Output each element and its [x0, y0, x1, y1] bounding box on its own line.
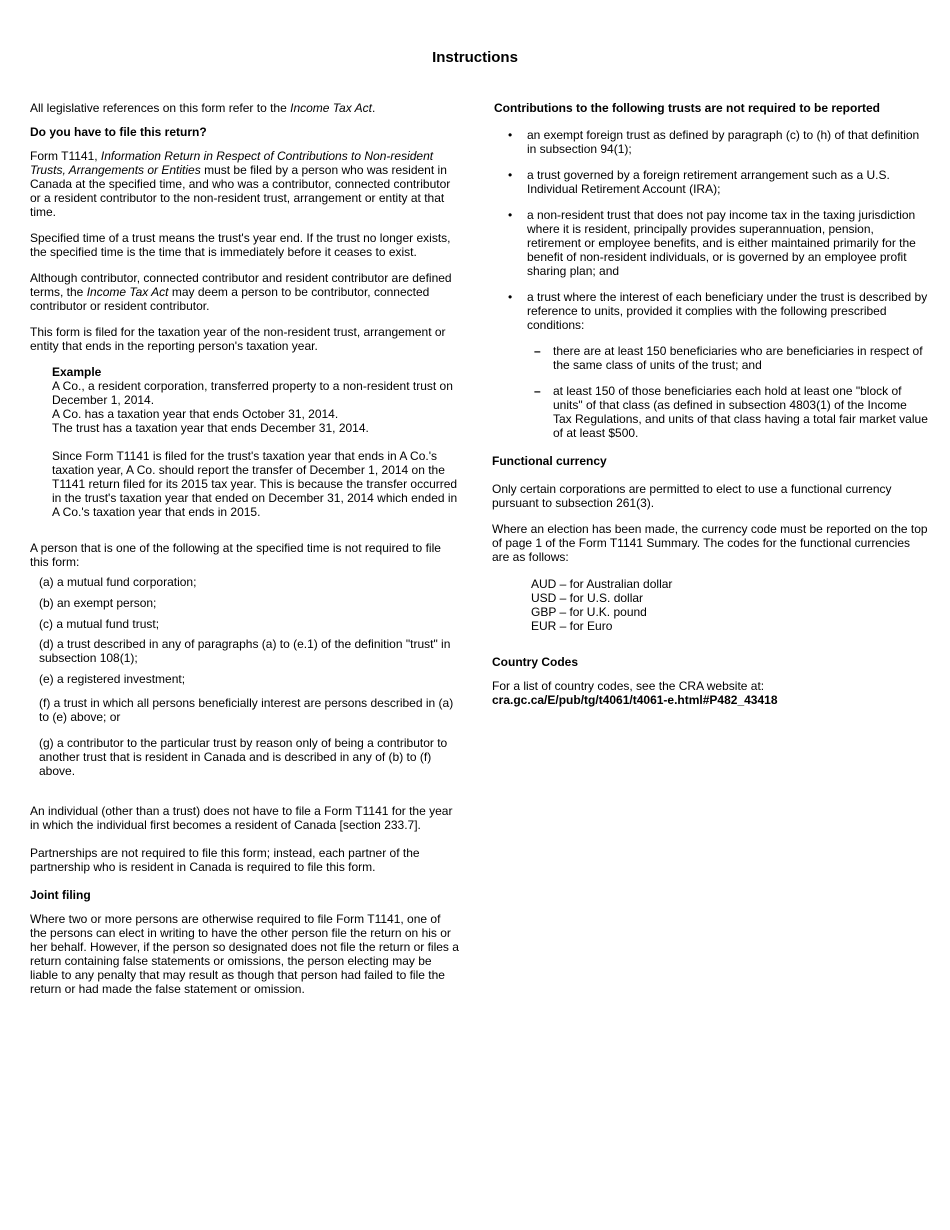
heading-file-return: Do you have to file this return?: [30, 125, 207, 139]
exempt-item-c: (c) a mutual fund trust;: [39, 617, 160, 631]
country-paragraph: For a list of country codes, see the CRA website at:: [492, 679, 765, 693]
currency-paragraph-1: Only certain corporations are permitted to elect to use a functional currency pursuant to subsection 261(3).: [492, 482, 892, 510]
example-line-3: The trust has a taxation year that ends December 31, 2014.: [52, 421, 369, 435]
intro-end: .: [371, 101, 376, 115]
trust-bullet-1-text: an exempt foreign trust as defined by paragraph (c) to (h) of that definition in subsection 94(1);: [527, 128, 920, 156]
currency-code-usd: USD – for U.S. dollar: [531, 591, 644, 605]
trust-bullet-2-text: a trust governed by a foreign retirement arrangement such as a U.S. Individual Retirement Account (IRA);: [527, 168, 890, 196]
heading-joint-filing: Joint filing: [30, 888, 91, 902]
trust-bullet-1: [492, 128, 928, 156]
country-codes-link[interactable]: cra.gc.ca/E/pub/tg/t4061/t4061-e.html#P482_43418: [492, 693, 778, 707]
bullet-icon: •: [508, 128, 513, 142]
bullet-icon: •: [508, 290, 513, 304]
condition-item-1-text: there are at least 150 beneficiaries who are beneficiaries in respect of the same class of units of the trust; and: [553, 344, 923, 372]
exempt-item-f: (f) a trust in which all persons beneficially interest are persons described in (a) to (e) above; or: [39, 696, 454, 724]
currency-code-eur: EUR – for Euro: [531, 619, 613, 633]
currency-paragraph-2: Where an election has been made, the currency code must be reported on the top of page 1 of the Form T1141 Summary. The codes for the functional currencies are as follows:: [492, 522, 928, 564]
exempt-item-d: (d) a trust described in any of paragraphs (a) to (e.1) of the definition "trust" in subsection 108(1);: [39, 637, 451, 665]
trust-bullet-3-text: a non-resident trust that does not pay income tax in the taxing jurisdiction where it is resident, principally provides superannuation, pension, retirement or employee benefits, and is either maintained primarily for the benefit of non-resident individuals, or is governed by an employee profit sharing plan; and: [527, 208, 916, 278]
currency-code-list: [531, 577, 928, 633]
trust-bullet-2: [492, 168, 928, 196]
intro-act-name: Income Tax Act: [290, 101, 372, 115]
example-block: [52, 365, 460, 519]
joint-filing-paragraph: Where two or more persons are otherwise required to file Form T1141, one of the persons can elect in writing to have the other person file the return on his or her behalf. However, if the person so designated does not file the return or files a return containing false statements or omissions, the person electing may be liable to any penalty that may result as though that person had failed to file the return or had made the false statement or omission.: [30, 912, 459, 996]
contributor-paragraph: [30, 271, 460, 313]
bullet-icon: •: [508, 168, 513, 182]
condition-item-1: [527, 344, 928, 372]
exempt-item-g: (g) a contributor to the particular trust by reason only of being a contributor to another trust that is resident in Canada and is described in any of (b) to (f) above.: [39, 736, 448, 778]
individual-paragraph: An individual (other than a trust) does not have to file a Form T1141 for the year in which the individual first becomes a resident of Canada [section 233.7].: [30, 804, 453, 832]
intro-paragraph: [30, 101, 460, 115]
example-line-1: A Co., a resident corporation, transferred property to a non-resident trust on December 1, 2014.: [52, 379, 453, 407]
dash-icon: –: [534, 344, 541, 358]
currency-code-gbp: GBP – for U.K. pound: [531, 605, 647, 619]
contributor-pre: Although contributor, connected contributor and resident contributor are defined terms, the: [30, 271, 452, 299]
currency-code-aud: AUD – for Australian dollar: [531, 577, 673, 591]
exempt-list: [39, 575, 460, 778]
trusts-bullet-list: [492, 128, 928, 440]
taxation-year-paragraph: This form is filed for the taxation year of the non-resident trust, arrangement or entity that ends in the reporting person's taxation year.: [30, 325, 446, 353]
partnership-paragraph: Partnerships are not required to file this form; instead, each partner of the partnership who is resident in Canada is required to file this form.: [30, 846, 420, 874]
contributor-post: may deem a person to be contributor, connected contributor or resident contributor.: [30, 285, 430, 313]
page-title: Instructions: [432, 49, 518, 66]
condition-item-2: [527, 384, 928, 440]
exempt-item-a: (a) a mutual fund corporation;: [39, 575, 197, 589]
form-paragraph: [30, 149, 460, 219]
intro-text: All legislative references on this form refer to the: [30, 101, 291, 115]
form-paragraph-post: must be filed by a person who was resident in Canada at the specified time, and who was a contributor, connected contributor or a resident contributor to the non-resident trust, arrangement or entity at that time.: [30, 163, 451, 219]
example-line-2: A Co. has a taxation year that ends October 31, 2014.: [52, 407, 339, 421]
trust-bullet-3: [492, 208, 928, 278]
form-title-italic: Information Return in Respect of Contributions to Non-resident Trusts, Arrangements or Entities: [30, 149, 434, 177]
left-column: [30, 101, 460, 996]
example-paragraph-2: Since Form T1141 is filed for the trust's taxation year that ends in A Co.'s taxation year, A Co. should report the transfer of December 1, 2014 on the T1141 return filed for its 2015 tax year. This is because the transfer occurred in the trust's taxation year that ended on December 31, 2014 which ended in A Co.'s taxation year that ends in 2015.: [52, 449, 458, 519]
trust-bullet-4-text: a trust where the interest of each beneficiary under the trust is described by reference to units, provided it complies with the following prescribed conditions:: [527, 290, 928, 332]
heading-trusts-not-reported: Contributions to the following trusts are not required to be reported: [494, 101, 880, 115]
condition-item-2-text: at least 150 of those beneficiaries each hold at least one "block of units" of that class (as defined in subsection 4803(1) of the Income Tax Regulations, and units of that class having a total fair market value of at least $500.: [553, 384, 928, 440]
bullet-icon: •: [508, 208, 513, 222]
heading-functional-currency: Functional currency: [492, 454, 607, 468]
trust-bullet-4: [492, 290, 928, 440]
heading-country-codes: Country Codes: [492, 655, 579, 669]
right-column: [492, 101, 928, 707]
dash-icon: –: [534, 384, 541, 398]
exempt-intro: A person that is one of the following at the specified time is not required to file this form:: [30, 541, 441, 569]
form-paragraph-pre: Form T1141,: [30, 149, 101, 163]
conditions-list: [527, 344, 928, 440]
exempt-item-b: (b) an exempt person;: [39, 596, 157, 610]
specified-time-paragraph: Specified time of a trust means the trust's year end. If the trust no longer exists, the specified time is the time that is immediately before it ceases to exist.: [30, 231, 451, 259]
example-heading: Example: [52, 365, 102, 379]
contributor-act-name: Income Tax Act: [86, 285, 169, 299]
exempt-item-e: (e) a registered investment;: [39, 672, 186, 686]
